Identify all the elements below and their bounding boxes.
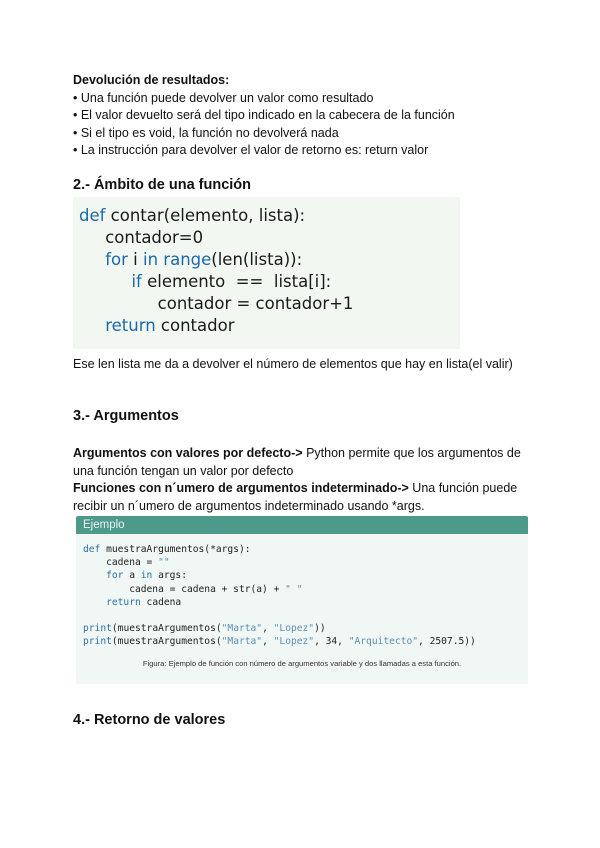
section-2-note-wrap: [73, 356, 533, 374]
defaults-label: Argumentos con valores por defecto: [73, 446, 292, 460]
section-4-heading-wrap: [73, 712, 533, 728]
section-3-heading-wrap: [73, 408, 533, 424]
figure-caption: Figura: Ejemplo de función con número de argumentos variable y dos llamadas a esta función.: [142, 659, 462, 668]
indeterminate-paragraph: [73, 480, 533, 515]
defaults-text: Python permite que los argumentos de una función tengan un valor por defecto: [73, 446, 521, 478]
results-bullet: • Si el tipo es void, la función no devolverá nada: [73, 125, 339, 140]
section-2-heading-wrap: [73, 177, 533, 193]
indeterminate-text: Una función puede recibir un n´umero de argumentos indeterminado usando *args.: [73, 481, 518, 513]
section-2-heading: 2.- Ámbito de una función: [73, 177, 252, 193]
results-bullet: • Una función puede devolver un valor como resultado: [73, 90, 374, 105]
section-4-heading: 4.- Retorno de valores: [73, 712, 226, 728]
figure-header: Ejemplo: [76, 516, 528, 534]
section-3-heading: 3.- Argumentos: [73, 408, 179, 424]
arrow: ->: [291, 446, 303, 460]
section-2-note: Ese len lista me da a devolver el número de elementos que hay en lista(el valir): [73, 357, 513, 371]
code-contar: def contar(elemento, lista): contador=0 for i in range(len(lista)): if elemento == lista[i]: contador = contador+1 return contador: [79, 206, 354, 335]
arrow: ->: [397, 481, 409, 495]
code-muestra-argumentos: def muestraArgumentos(*args): cadena = "" for a in args: cadena = cadena + str(a) + " " return cadena print(muestraArgumentos("Marta", "Lopez")) print(muestraArgumentos("Marta", "Lopez", 34, "Arquitecto", 2507.5)): [83, 544, 476, 648]
results-title: Devolución de resultados:: [73, 73, 230, 87]
example-figure: [76, 516, 528, 684]
code-block-contar: [73, 197, 460, 349]
arguments-section: [73, 445, 533, 515]
defaults-paragraph: [73, 445, 533, 480]
results-bullet: • El valor devuelto será del tipo indicado en la cabecera de la función: [73, 108, 455, 122]
results-bullet: • La instrucción para devolver el valor de retorno es: return valor: [73, 143, 429, 157]
results-section: [73, 72, 533, 160]
indeterminate-label: Funciones con n´umero de argumentos indeterminado: [73, 481, 398, 495]
